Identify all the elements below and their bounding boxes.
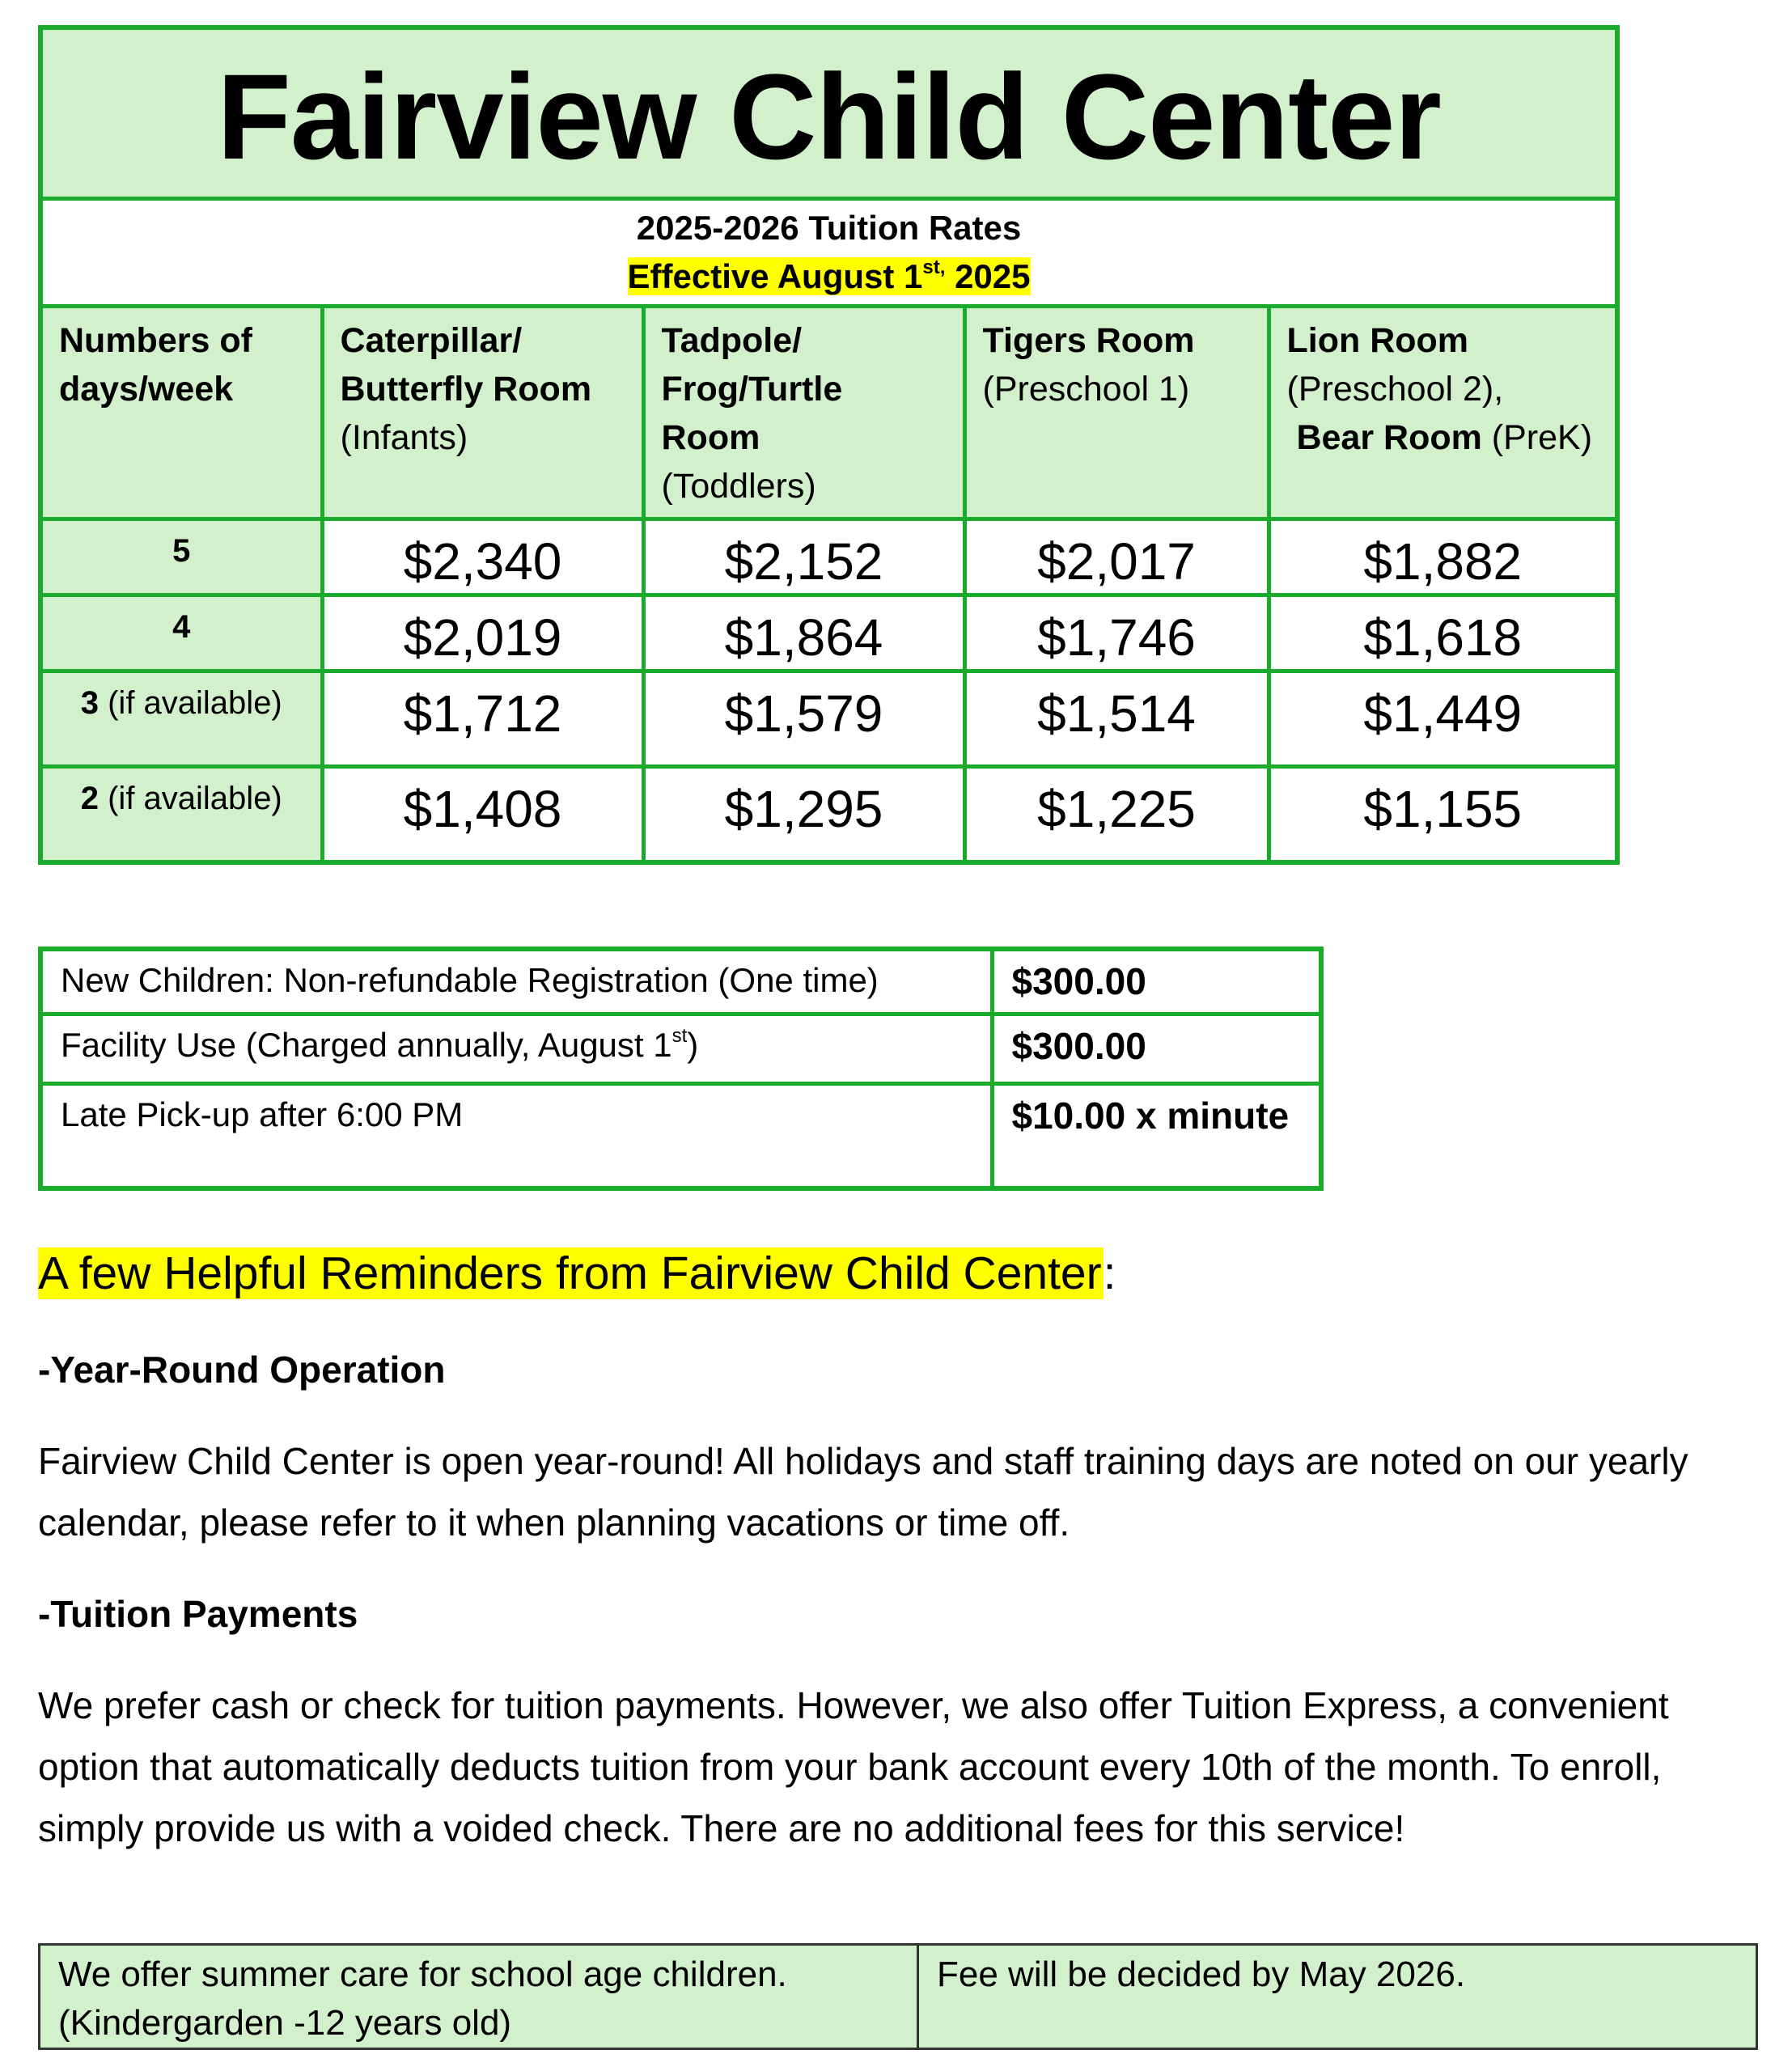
fee-row [40,1083,1321,1188]
days-cell: 3 (if available) [40,671,322,767]
price-cell: $1,155 [1269,767,1617,862]
subtitle-cell [40,199,1617,307]
header-tigers: Tigers Room (Preschool 1) [964,307,1269,519]
summer-care-box [38,1943,1758,2050]
price-cell: $1,295 [643,767,964,862]
header-days: Numbers of days/week [40,307,322,519]
fee-row [40,949,1321,1014]
effective-date: Effective August $1^{st,}$ 2025 [627,256,1031,295]
fees-table [38,947,1324,1191]
days-cell: 5 [40,519,322,595]
tuition-table [38,25,1620,865]
header-tadpole-frog-turtle: Tadpole/ Frog/Turtle Room (Toddlers) [643,307,964,519]
price-cell: $1,882 [1269,519,1617,595]
fee-label: Facility Use (Charged annually, August 1st) [40,1014,992,1083]
price-cell: $1,712 [322,671,643,767]
price-cell: $1,408 [322,767,643,862]
price-cell: $1,618 [1269,595,1617,671]
price-cell: $2,017 [964,519,1269,595]
header-caterpillar-butterfly: Caterpillar/ Butterfly Room (Infants) [322,307,643,519]
fee-amount: $300.00 [992,949,1321,1014]
price-cell: $2,019 [322,595,643,671]
price-cell: $2,152 [643,519,964,595]
price-cell: $2,340 [322,519,643,595]
table-row [40,671,1617,767]
section-heading-year-round: -Year-Round Operation [38,1349,446,1391]
page-title: Fairview Child Center [217,49,1441,184]
tuition-rates-subtitle: 2025-2026 Tuition Rates [636,209,1022,247]
table-row [40,519,1617,595]
section-heading-tuition-payments: -Tuition Payments [38,1593,358,1635]
days-cell: 4 [40,595,322,671]
table-row [40,767,1617,862]
price-cell: $1,746 [964,595,1269,671]
table-row [40,595,1617,671]
days-cell: 2 (if available) [40,767,322,862]
section-body-year-round: Fairview Child Center is open year-round! All holidays and staff training days are noted on our yearly calendar, please refer to it when planning vacations or time off. [38,1440,1688,1544]
price-cell: $1,579 [643,671,964,767]
fee-label: New Children: Non-refundable Registration (One time) [40,949,992,1014]
price-cell: $1,449 [1269,671,1617,767]
summer-care-fee: Fee will be decided by May 2026. [918,1945,1757,2049]
fee-row [40,1014,1321,1083]
section-body-tuition-payments: We prefer cash or check for tuition payments. However, we also offer Tuition Express, a convenient option that automatically deducts tuition from your bank account every 10th of the month. To enroll, simply provide us with a voided check. There are no additional fees for this service! [38,1684,1669,1849]
price-cell: $1,864 [643,595,964,671]
summer-care-info: We offer summer care for school age children. (Kindergarden -12 years old) [40,1945,918,2049]
fee-label: Late Pick-up after 6:00 PM [40,1083,992,1188]
price-cell: $1,225 [964,767,1269,862]
fee-amount: $300.00 [992,1014,1321,1083]
reminders-title: A few Helpful Reminders from Fairview Child Center: [38,1247,1116,1299]
header-lion-bear: Lion Room (Preschool 2), Bear Room (PreK) [1269,307,1617,519]
price-cell: $1,514 [964,671,1269,767]
title-cell [40,28,1617,199]
fee-amount: $10.00 x minute [992,1083,1321,1188]
